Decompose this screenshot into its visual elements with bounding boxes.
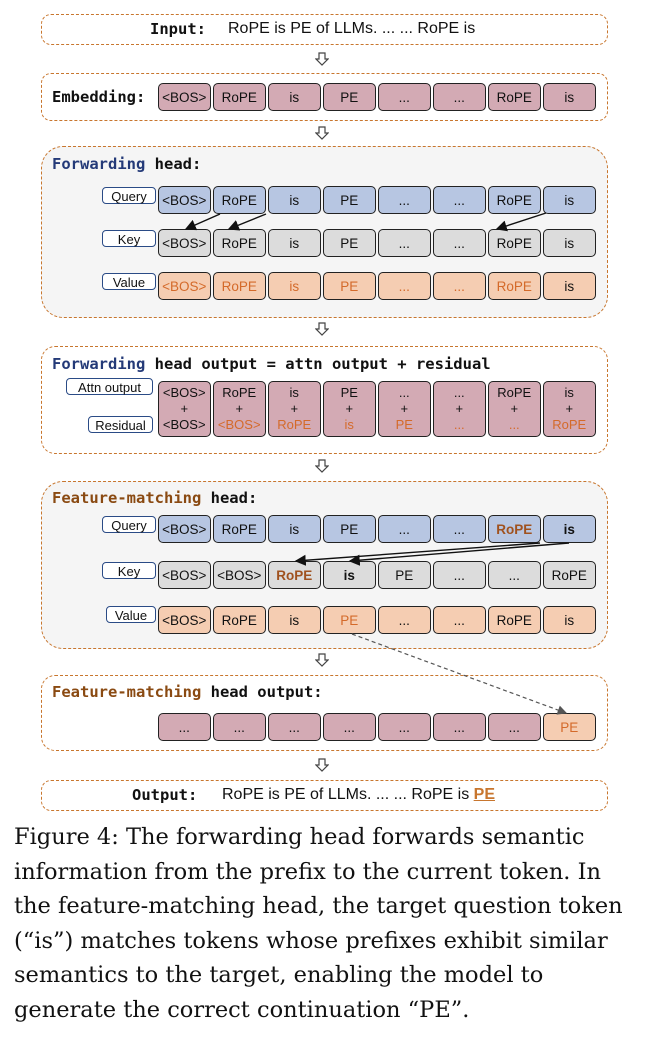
residual-tag: Residual: [88, 416, 153, 433]
forwarding-output-title: [52, 355, 491, 373]
attn-token: ...: [398, 385, 410, 400]
forwarding-output-row: [158, 381, 596, 437]
value-token: RoPE: [488, 606, 541, 634]
residual-token: PE: [395, 417, 413, 432]
query-tag: Query: [102, 516, 156, 533]
input-text: RoPE is PE of LLMs. ... ... RoPE is: [228, 20, 476, 37]
down-arrow-icon: [315, 459, 329, 473]
residual-token: is: [344, 417, 354, 432]
query-tag: Query: [102, 187, 156, 204]
plus-sign: +: [455, 401, 464, 416]
embedding-token: PE: [323, 83, 376, 111]
key-token: <BOS>: [213, 561, 266, 589]
query-token: RoPE: [488, 515, 541, 543]
output-answer: PE: [473, 786, 495, 803]
output-token: ...: [378, 713, 431, 741]
down-arrow-icon: [315, 653, 329, 667]
output-token: ...: [488, 713, 541, 741]
down-arrow-icon: [315, 322, 329, 336]
value-tag: Value: [106, 606, 156, 623]
query-token: PE: [323, 186, 376, 214]
attn-output-tag: Attn output: [66, 378, 153, 395]
embedding-token: is: [543, 83, 596, 111]
query-token: <BOS>: [158, 186, 211, 214]
forwarding-value-row: [158, 272, 596, 300]
sum-token: [378, 381, 431, 437]
output-prefix: RoPE is PE of LLMs. ... ... RoPE is: [222, 786, 474, 803]
key-token: is: [268, 229, 321, 257]
query-token: RoPE: [213, 186, 266, 214]
key-token: RoPE: [268, 561, 321, 589]
value-token: is: [543, 606, 596, 634]
sum-token: [213, 381, 266, 437]
value-token: ...: [433, 606, 486, 634]
forwarding-output-title-a: Forwarding: [52, 355, 146, 373]
value-token: ...: [378, 272, 431, 300]
attn-token: is: [564, 385, 574, 400]
key-token: PE: [323, 229, 376, 257]
value-token: RoPE: [213, 272, 266, 300]
key-tag: Key: [102, 230, 156, 247]
plus-sign: +: [510, 401, 519, 416]
plus-sign: +: [235, 401, 244, 416]
query-token: ...: [433, 186, 486, 214]
value-token: <BOS>: [158, 272, 211, 300]
query-token: is: [543, 515, 596, 543]
residual-token: ...: [508, 417, 520, 432]
attn-token: ...: [453, 385, 465, 400]
embedding-token: ...: [378, 83, 431, 111]
embedding-row: [158, 83, 596, 111]
value-token: PE: [323, 606, 376, 634]
feature-query-row: [158, 515, 596, 543]
key-token: PE: [378, 561, 431, 589]
output-token: ...: [433, 713, 486, 741]
key-token: is: [323, 561, 376, 589]
forwarding-key-row: [158, 229, 596, 257]
query-token: PE: [323, 515, 376, 543]
residual-token: <BOS>: [217, 417, 261, 432]
feature-output-title: [52, 683, 323, 701]
output-token: ...: [158, 713, 211, 741]
output-token: ...: [213, 713, 266, 741]
output-token: ...: [268, 713, 321, 741]
query-token: is: [268, 186, 321, 214]
query-token: <BOS>: [158, 515, 211, 543]
feature-key-row: [158, 561, 596, 589]
sum-token: [268, 381, 321, 437]
key-tag: Key: [102, 562, 156, 579]
output-text: [222, 786, 495, 804]
query-token: RoPE: [213, 515, 266, 543]
forwarding-head-title: [52, 155, 201, 173]
down-arrow-icon: [315, 126, 329, 140]
plus-sign: +: [290, 401, 299, 416]
attn-token: <BOS>: [162, 385, 206, 400]
output-token: PE: [543, 713, 596, 741]
key-token: RoPE: [488, 229, 541, 257]
residual-token: RoPE: [552, 417, 587, 432]
residual-token: ...: [453, 417, 465, 432]
embedding-token: RoPE: [488, 83, 541, 111]
feature-output-row: [158, 713, 596, 741]
feature-value-row: [158, 606, 596, 634]
residual-token: RoPE: [277, 417, 312, 432]
query-token: is: [543, 186, 596, 214]
key-token: is: [543, 229, 596, 257]
value-tag: Value: [102, 273, 156, 290]
value-token: PE: [323, 272, 376, 300]
attn-token: PE: [340, 385, 358, 400]
attn-token: is: [289, 385, 299, 400]
query-token: ...: [378, 186, 431, 214]
forwarding-head-title-b: head:: [145, 155, 202, 173]
feature-head-title-a: Feature-matching: [52, 489, 202, 507]
value-token: ...: [433, 272, 486, 300]
sum-token: [488, 381, 541, 437]
embedding-label: Embedding:: [52, 88, 146, 106]
input-label: Input:: [150, 20, 206, 38]
down-arrow-icon: [315, 52, 329, 66]
query-token: is: [268, 515, 321, 543]
query-token: ...: [433, 515, 486, 543]
key-token: <BOS>: [158, 229, 211, 257]
feature-head-title: [52, 489, 257, 507]
plus-sign: +: [180, 401, 189, 416]
plus-sign: +: [345, 401, 354, 416]
plus-sign: +: [565, 401, 574, 416]
attn-token: RoPE: [497, 385, 532, 400]
value-token: <BOS>: [158, 606, 211, 634]
key-token: ...: [433, 229, 486, 257]
feature-head-title-b: head:: [201, 489, 258, 507]
forwarding-head-title-a: Forwarding: [52, 155, 146, 173]
attn-token: RoPE: [222, 385, 257, 400]
down-arrow-icon: [315, 758, 329, 772]
embedding-token: ...: [433, 83, 486, 111]
embedding-token: <BOS>: [158, 83, 211, 111]
key-token: RoPE: [543, 561, 596, 589]
sum-token: [543, 381, 596, 437]
feature-output-title-b: head output:: [201, 683, 323, 701]
key-token: ...: [433, 561, 486, 589]
query-token: ...: [378, 515, 431, 543]
sum-token: [323, 381, 376, 437]
plus-sign: +: [400, 401, 409, 416]
output-token: ...: [323, 713, 376, 741]
embedding-token: RoPE: [213, 83, 266, 111]
feature-output-title-a: Feature-matching: [52, 683, 202, 701]
sum-token: [433, 381, 486, 437]
residual-token: <BOS>: [162, 417, 206, 432]
embedding-token: is: [268, 83, 321, 111]
query-token: RoPE: [488, 186, 541, 214]
key-token: ...: [378, 229, 431, 257]
sum-token: [158, 381, 211, 437]
value-token: RoPE: [488, 272, 541, 300]
forwarding-output-title-b: head output = attn output + residual: [145, 355, 491, 373]
value-token: is: [268, 272, 321, 300]
value-token: is: [543, 272, 596, 300]
key-token: <BOS>: [158, 561, 211, 589]
value-token: RoPE: [213, 606, 266, 634]
key-token: RoPE: [213, 229, 266, 257]
value-token: ...: [378, 606, 431, 634]
forwarding-query-row: [158, 186, 596, 214]
figure-caption: Figure 4: The forwarding head forwards semantic information from the prefix to the current token. In the feature-matching head, the target question token (“is”) matches tokens whose prefixes exhibit similar semantics to the target, enabling the model to generate the correct continuation “PE”.: [14, 824, 623, 1023]
output-label: Output:: [132, 786, 198, 804]
key-token: ...: [488, 561, 541, 589]
value-token: is: [268, 606, 321, 634]
